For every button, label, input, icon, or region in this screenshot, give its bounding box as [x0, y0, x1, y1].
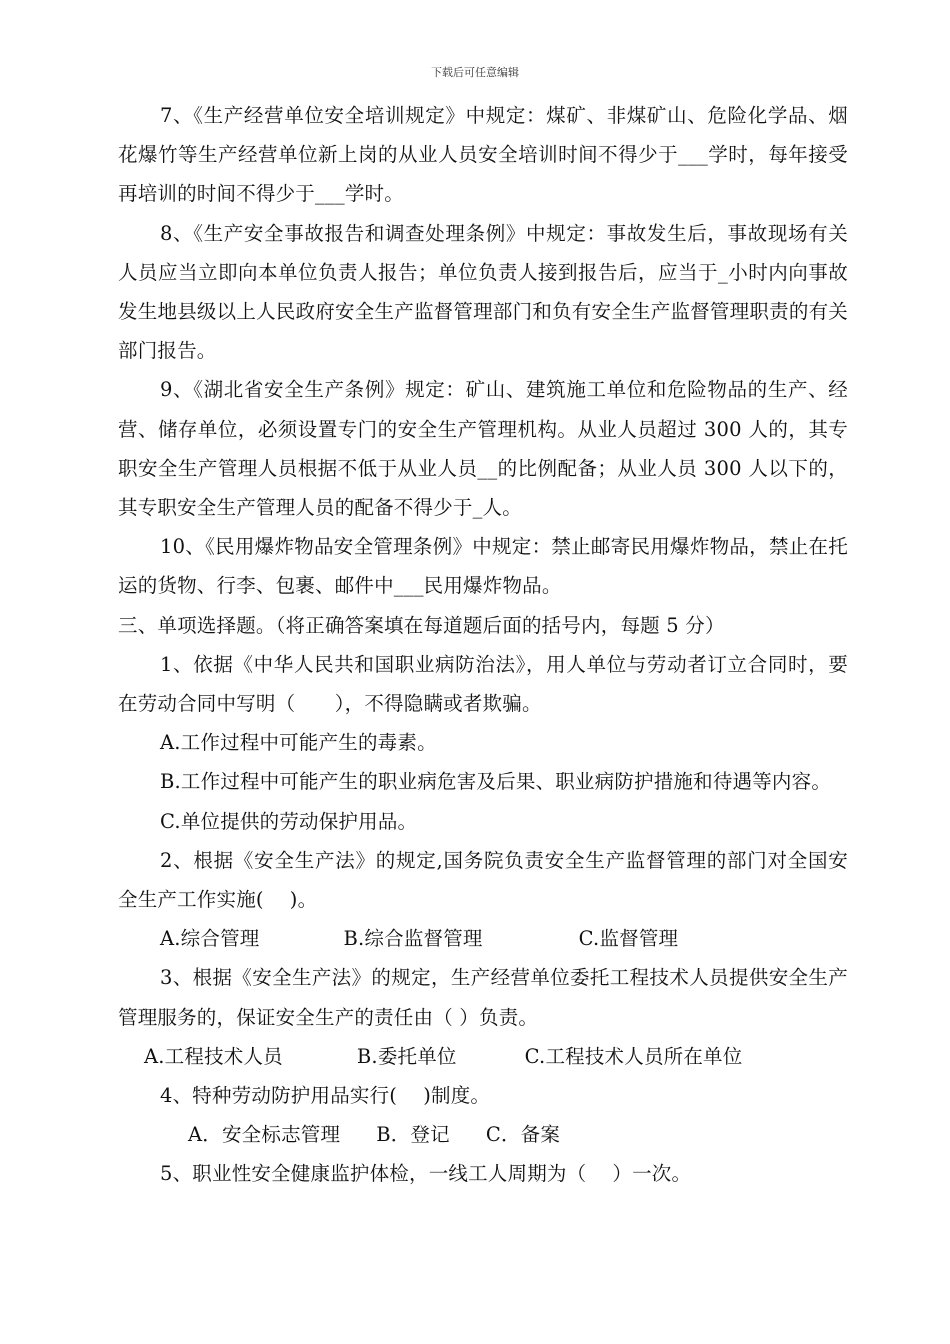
choice-4-option-a: A．安全标志管理 [188, 1123, 341, 1147]
choice-3-option-c: C.工程技术人员所在单位 [524, 1044, 743, 1068]
choice-3-option-b: B.委托单位 [356, 1044, 457, 1068]
section-3-heading: 三、单项选择题。（将正确答案填在每道题后面的括号内，每题 5 分） [118, 613, 725, 637]
choice-question-4: 4、特种劳动防护用品实行( )制度。 [160, 1084, 491, 1108]
question-10: 10、《民用爆炸物品安全管理条例》中规定：禁止邮寄民用爆炸物品，禁止在托运的货物、行李、包裹、邮件中___民用爆炸物品。 [118, 535, 848, 598]
choice-1-option-a: A.工作过程中可能产生的毒素。 [160, 731, 437, 755]
choice-question-5: 5、职业性安全健康监护体检，一线工人周期为（ ）一次。 [160, 1162, 692, 1186]
choice-1-option-b: B.工作过程中可能产生的职业病危害及后果、职业病防护措施和待遇等内容。 [160, 770, 832, 794]
choice-question-2: 2、根据《安全生产法》的规定,国务院负责安全生产监督管理的部门对全国安全生产工作实施( )。 [118, 848, 848, 912]
choice-1-option-c: C.单位提供的劳动保护用品。 [160, 809, 418, 833]
question-9: 9、《湖北省安全生产条例》规定：矿山、建筑施工单位和危险物品的生产、经营、储存单位，必须设置专门的安全生产管理机构。从业人员超过 300 人的，其专职安全生产管理人员根据不低于从业人员__的比例配备；从业人员 300 人以下的，其专职安全生产管理人员的配备不得少于_人。 [118, 378, 848, 520]
choice-2-options [118, 919, 848, 958]
question-7: 7、《生产经营单位安全培训规定》中规定：煤矿、非煤矿山、危险化学品、烟花爆竹等生产经营单位新上岗的从业人员安全培训时间不得少于___学时，每年接受再培训的时间不得少于___学时。 [118, 104, 848, 206]
choice-2-option-c: C.监督管理 [578, 927, 679, 951]
choice-4-option-c: C．备案 [485, 1123, 561, 1147]
page-header: 下载后可任意编辑 [431, 66, 519, 79]
question-8: 8、《生产安全事故报告和调查处理条例》中规定：事故发生后，事故现场有关人员应当立即向本单位负责人报告；单位负责人接到报告后，应当于_小时内向事故发生地县级以上人民政府安全生产监督管理部门和负有安全生产监督管理职责的有关部门报告。 [118, 221, 848, 363]
choice-question-3: 3、根据《安全生产法》的规定，生产经营单位委托工程技术人员提供安全生产管理服务的，保证安全生产的责任由（ ）负责。 [118, 966, 848, 1029]
choice-4-option-b: B．登记 [376, 1123, 450, 1147]
choice-question-1: 1、依据《中华人民共和国职业病防治法》，用人单位与劳动者订立合同时，要在劳动合同中写明（ ），不得隐瞒或者欺骗。 [118, 652, 848, 716]
choice-2-option-a: A.综合管理 [160, 927, 260, 951]
choice-2-option-b: B.综合监督管理 [343, 927, 483, 951]
choice-3-option-a: A.工程技术人员 [144, 1044, 283, 1068]
document-body [118, 96, 848, 1194]
choice-3-options [118, 1037, 848, 1076]
choice-4-options [118, 1115, 848, 1154]
